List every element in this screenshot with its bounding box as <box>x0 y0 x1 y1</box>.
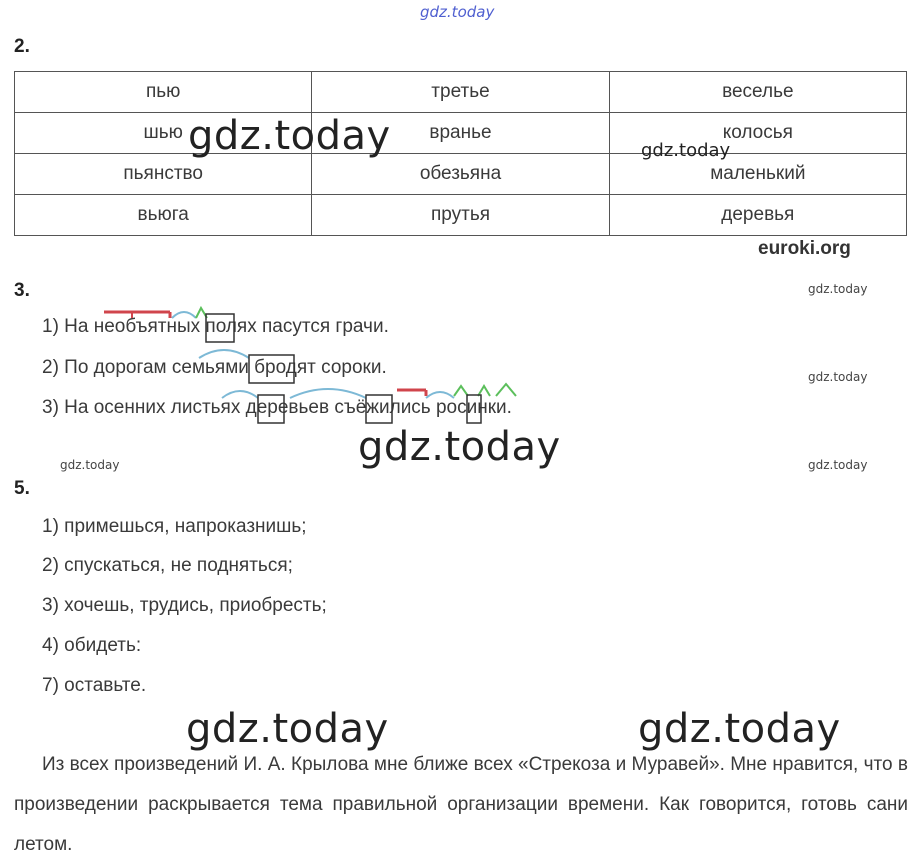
table-cell: третье <box>312 72 609 113</box>
table-cell: вьюга <box>15 195 312 236</box>
watermark-small: gdz.today <box>808 458 868 472</box>
task-3-line-3: 3) На осенних листьях деревьев съёжились росинки. <box>42 397 512 418</box>
task-3-number: 3. <box>14 280 30 301</box>
task-5-line-5: 7) оставьте. <box>42 675 147 696</box>
table-cell: пьянство <box>15 154 312 195</box>
task-3-line-2: 2) По дорогам семьями бродят сороки. <box>42 357 387 378</box>
table-cell: деревья <box>609 195 906 236</box>
table-cell: шью <box>15 113 312 154</box>
prefix-mark <box>397 390 426 396</box>
task-5-line-1: 1) примешься, напроказнишь; <box>42 516 307 537</box>
watermark-big: gdz.today <box>188 113 391 159</box>
task-5-line-4: 4) обидеть: <box>42 635 142 656</box>
watermark-big: gdz.today <box>186 706 389 752</box>
suffix-mark <box>496 384 516 396</box>
task-5-number: 5. <box>14 478 30 499</box>
table-row <box>15 195 907 236</box>
watermark-small: gdz.today <box>808 282 868 296</box>
essay-paragraph <box>14 745 908 865</box>
watermark-top: gdz.today <box>420 3 495 21</box>
task-2-number: 2. <box>14 36 30 57</box>
task-3-line-1: 1) На необъятных полях пасутся грачи. <box>42 316 389 337</box>
source-label: euroki.org <box>758 238 851 259</box>
table-cell: прутья <box>312 195 609 236</box>
suffix-mark <box>454 386 468 396</box>
table-row <box>15 113 907 154</box>
watermark-small: gdz.today <box>808 370 868 384</box>
watermark-big: gdz.today <box>638 706 841 752</box>
table-cell: веселье <box>609 72 906 113</box>
table-row <box>15 72 907 113</box>
watermark-big: gdz.today <box>358 424 561 470</box>
table-cell: вранье <box>312 113 609 154</box>
task-5-line-3: 3) хочешь, трудись, приобресть; <box>42 595 327 616</box>
watermark-medium: gdz.today <box>641 140 731 161</box>
table-cell: маленький <box>609 154 906 195</box>
table-cell: колосья <box>609 113 906 154</box>
table-row <box>15 154 907 195</box>
table-cell: пью <box>15 72 312 113</box>
watermark-small: gdz.today <box>60 458 120 472</box>
table-cell: обезьяна <box>312 154 609 195</box>
letter-table <box>14 71 907 236</box>
essay-text: Из всех произведений И. А. Крылова мне ближе всех «Стрекоза и Муравей». Мне нравится, что в произведении раскрывается тема правильной организации времени. Как говорится, готовь сани летом. <box>14 754 908 855</box>
task-5-line-2: 2) спускаться, не подняться; <box>42 555 293 576</box>
suffix-mark <box>478 386 490 396</box>
